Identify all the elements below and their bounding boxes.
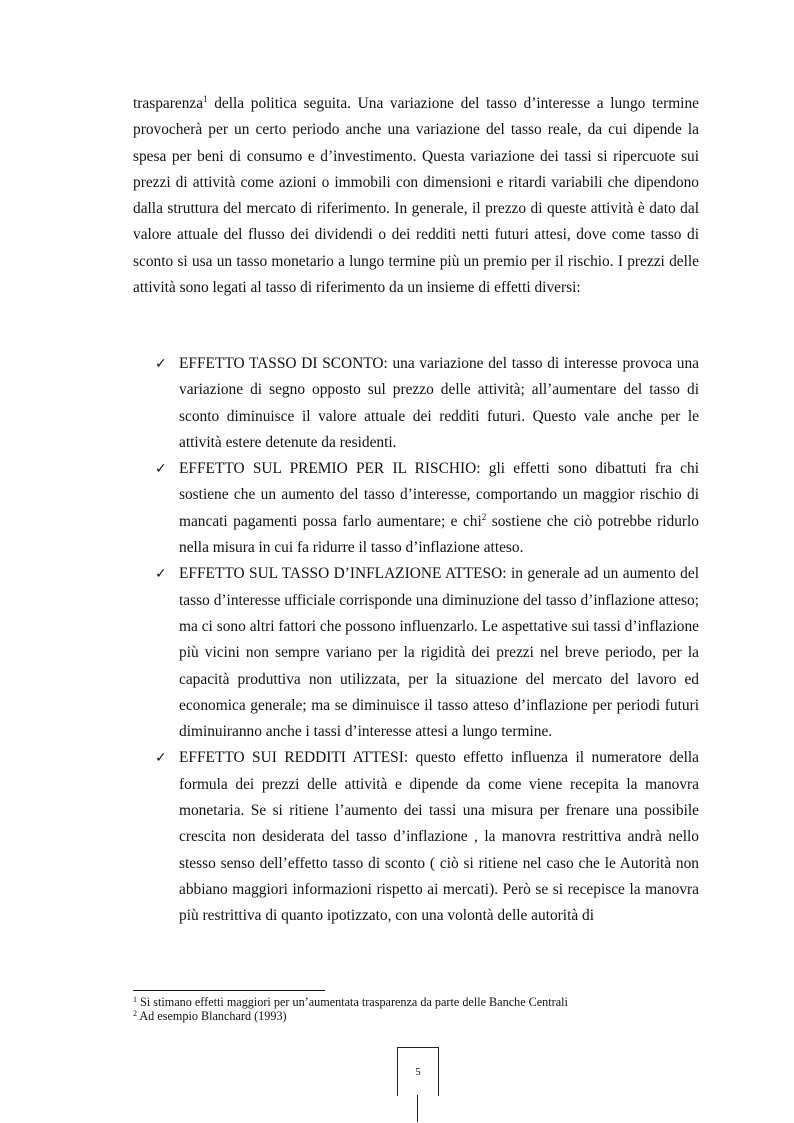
intro-text-rest: provocherà per un certo periodo anche una variazione del tasso reale, da cui dipende la spesa per beni di consumo e d’investimento. Questa variazione dei tassi si ripercuote sui prezzi di attività come azioni o immobili con dimensioni e ritardi variabili che dipendono dalla struttura del mercato di riferimento. In generale, il prezzo di queste attività è dato dal valore attuale del flusso dei dividendi o dei redditi netti futuri attesi, dove come tasso di sconto si usa un tasso monetario a lungo termine più un premio per il rischio. I prezzi delle attività sono legati al tasso di riferimento da un insieme di effetti diversi: — [133, 121, 699, 297]
checkmark-icon: ✓ — [155, 750, 167, 767]
intro-text-start: trasparenza — [133, 95, 204, 112]
page-number-line — [417, 1095, 418, 1122]
list-item-text: EFFETTO SUL TASSO D’INFLAZIONE ATTESO: in generale ad un aumento del tasso d’interesse ufficiale corrisponde una diminuzione del tasso d’inflazione atteso; ma ci sono altri fattori che possono influenzarlo. Le aspettative sui tassi d’inflazione più vicini non sempre variano per la rigidità dei prezzi nel breve periodo, per la capacità produttiva non utilizzata, per la situazione del mercato del lavoro ed economica generale; ma se diminuisce il tasso atteso d’inflazione per periodi futuri diminuiranno anche i tassi d’interesse attesi a lungo termine. — [179, 565, 699, 741]
footnote-ref-2[interactable]: 2 — [481, 511, 487, 522]
list-item-text: EFFETTO TASSO DI SCONTO: una variazione del tasso di interesse provoca una variazione di segno opposto sul prezzo delle attività; all’aumentare del tasso di sconto diminuisce il valore attuale dei redditi futuri. Questo vale anche per le attività estere detenute da residenti. — [179, 355, 699, 451]
footnote-1 — [133, 995, 568, 1009]
footnote-ref-1[interactable]: 1 — [203, 94, 208, 104]
checkmark-icon: ✓ — [155, 356, 167, 372]
list-item-text: EFFETTO SUL PREMIO PER IL RISCHIO: gli effetti sono dibattuti fra chi sostiene che un aumento del tasso d’interesse, comportando un maggior rischio di mancati pagamenti possa farlo aumentare; e chi — [179, 460, 699, 530]
page-number-box — [397, 1047, 439, 1096]
list-item-text-cont: sostiene che ciò potrebbe ridurlo nella misura in cui fa ridurre il tasso d’inflazione atteso. — [179, 512, 699, 557]
footnote-divider — [133, 990, 325, 991]
footnote-number-2: 2 — [133, 1009, 137, 1018]
footnotes — [133, 995, 568, 1023]
footnote-text-1: Si stimano effetti maggiori per un’aumentata trasparenza da parte delle Banche Centrali — [137, 995, 568, 1009]
list-item-effetto-redditi-attesi — [155, 745, 699, 929]
footnote-2 — [133, 1009, 568, 1023]
footnote-text-2: Ad esempio Blanchard (1993) — [137, 1009, 287, 1023]
list-item-effetto-premio-rischio — [155, 456, 699, 561]
list-item-effetto-tasso-di-sconto — [155, 351, 699, 456]
footnote-number-1: 1 — [133, 995, 137, 1004]
checkmark-icon: ✓ — [155, 566, 167, 583]
effects-list — [155, 351, 699, 930]
list-item-text: EFFETTO SUI REDDITI ATTESI: questo effetto influenza il numeratore della formula dei prezzi delle attività e dipende da come viene recepita la manovra monetaria. Se si ritiene l’aumento dei tassi una misura per frenare una possibile crescita non desiderata del tasso d’inflazione , la manovra restrittiva andrà nello stesso senso dell’effetto tasso di sconto ( ciò si ritiene nel caso che le Autorità non abbiano maggiori informazioni rispetto ai mercati). Però se si recepisce la manovra più restrittiva di quanto ipotizzato, con una volontà delle autorità di — [179, 749, 699, 925]
checkmark-icon: ✓ — [155, 461, 167, 478]
list-item-effetto-inflazione-attesa — [155, 561, 699, 745]
intro-text-first-line: della politica seguita. Una variazione del tasso d’interesse a lungo termine — [207, 95, 699, 112]
intro-paragraph — [133, 91, 699, 301]
page-number: 5 — [415, 1066, 421, 1078]
